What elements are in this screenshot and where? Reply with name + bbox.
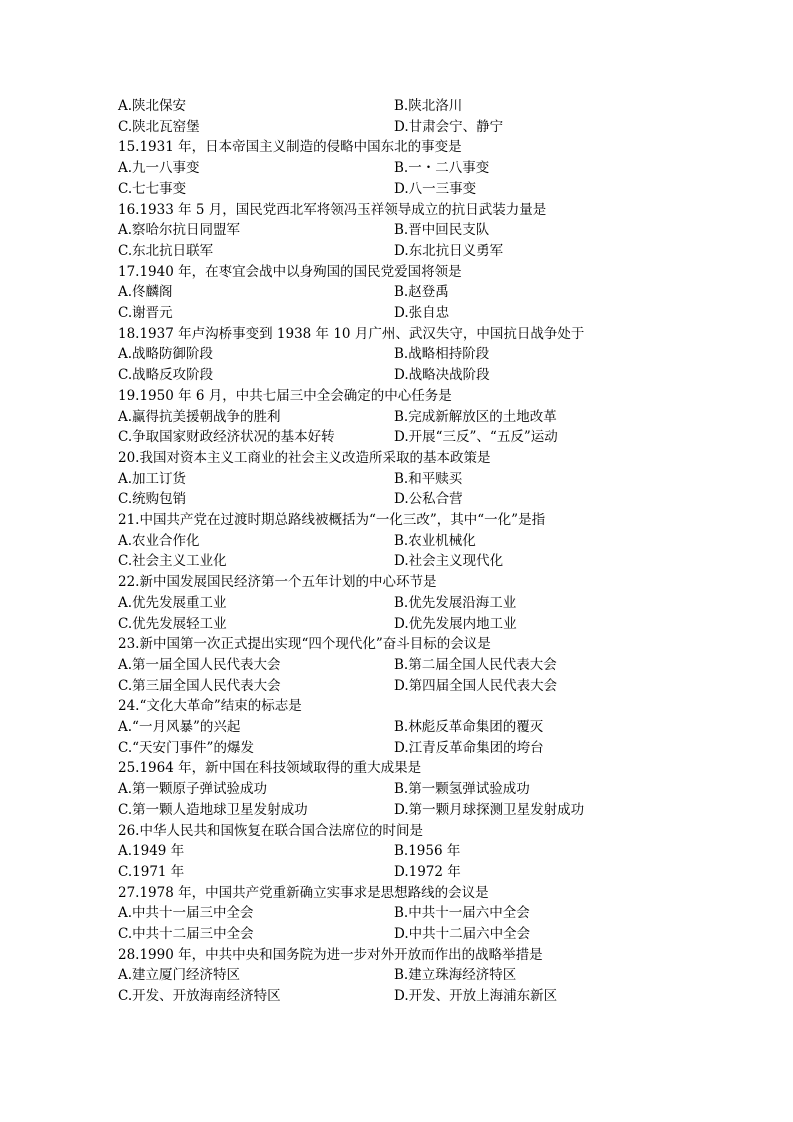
answer-option: A.加工订货 bbox=[118, 471, 187, 487]
question-stem: 26.中华人民共和国恢复在联合国合法席位的时间是 bbox=[118, 823, 423, 839]
answer-option: A.第一届全国人民代表大会 bbox=[118, 657, 281, 673]
answer-option: C.统购包销 bbox=[118, 491, 187, 507]
answer-option: B.第一颗氢弹试验成功 bbox=[394, 781, 530, 797]
question-stem: 28.1990 年，中共中央和国务院为进一步对外开放而作出的战略举措是 bbox=[118, 947, 543, 963]
question-stem: 25.1964 年，新中国在科技领域取得的重大成果是 bbox=[118, 760, 422, 776]
question-stem: 27.1978 年，中国共产党重新确立实事求是思想路线的会议是 bbox=[118, 885, 489, 901]
answer-option: A.察哈尔抗日同盟军 bbox=[118, 222, 241, 238]
answer-option: A.佟麟阁 bbox=[118, 284, 173, 300]
answer-option: D.中共十二届六中全会 bbox=[394, 926, 531, 942]
answer-option: D.东北抗日义勇军 bbox=[394, 243, 504, 259]
answer-option: B.农业机械化 bbox=[394, 533, 476, 549]
answer-option: B.一・二八事变 bbox=[394, 160, 490, 176]
answer-option: C.社会主义工业化 bbox=[118, 553, 227, 569]
answer-option: D.八一三事变 bbox=[394, 181, 477, 197]
question-stem: 22.新中国发展国民经济第一个五年计划的中心环节是 bbox=[118, 574, 437, 590]
answer-option: D.优先发展内地工业 bbox=[394, 616, 517, 632]
answer-option: C.七七事变 bbox=[118, 181, 187, 197]
answer-option: C.争取国家财政经济状况的基本好转 bbox=[118, 429, 335, 445]
answer-option: C.谢晋元 bbox=[118, 305, 173, 321]
answer-option: A.九一八事变 bbox=[118, 160, 200, 176]
answer-option: A.中共十一届三中全会 bbox=[118, 905, 254, 921]
question-stem: 23.新中国第一次正式提出实现“四个现代化”奋斗目标的会议是 bbox=[118, 636, 491, 652]
answer-option: A.优先发展重工业 bbox=[118, 595, 227, 611]
answer-option: C.陕北瓦窑堡 bbox=[118, 119, 200, 135]
answer-option: B.战略相持阶段 bbox=[394, 346, 490, 362]
answer-option: C.中共十二届三中全会 bbox=[118, 926, 254, 942]
answer-option: D.第一颗月球探测卫星发射成功 bbox=[394, 802, 585, 818]
answer-option: D.第四届全国人民代表大会 bbox=[394, 678, 558, 694]
answer-option: B.和平赎买 bbox=[394, 471, 463, 487]
answer-option: D.开发、开放上海浦东新区 bbox=[394, 988, 558, 1004]
answer-option: D.江青反革命集团的垮台 bbox=[394, 740, 544, 756]
answer-option: A.“一月风暴”的兴起 bbox=[118, 719, 241, 735]
answer-option: D.开展“三反”、“五反”运动 bbox=[394, 429, 558, 445]
answer-option: B.第二届全国人民代表大会 bbox=[394, 657, 557, 673]
answer-option: B.赵登禹 bbox=[394, 284, 449, 300]
answer-option: D.张自忠 bbox=[394, 305, 450, 321]
answer-option: A.农业合作化 bbox=[118, 533, 200, 549]
answer-option: B.1956 年 bbox=[394, 843, 461, 859]
answer-option: C.第一颗人造地球卫星发射成功 bbox=[118, 802, 308, 818]
answer-option: A.建立厦门经济特区 bbox=[118, 967, 241, 983]
question-stem: 16.1933 年 5 月，国民党西北军将领冯玉祥领导成立的抗日武装力量是 bbox=[118, 202, 547, 218]
answer-option: D.公私合营 bbox=[394, 491, 463, 507]
answer-option: B.中共十一届六中全会 bbox=[394, 905, 530, 921]
question-stem: 20.我国对资本主义工商业的社会主义改造所采取的基本政策是 bbox=[118, 450, 491, 466]
question-stem: 15.1931 年，日本帝国主义制造的侵略中国东北的事变是 bbox=[118, 139, 462, 155]
answer-option: D.1972 年 bbox=[394, 864, 461, 880]
answer-option: B.林彪反革命集团的覆灭 bbox=[394, 719, 544, 735]
question-stem: 19.1950 年 6 月，中共七届三中全会确定的中心任务是 bbox=[118, 388, 452, 404]
answer-option: B.优先发展沿海工业 bbox=[394, 595, 517, 611]
answer-option: A.赢得抗美援朝战争的胜利 bbox=[118, 409, 281, 425]
answer-option: D.甘肃会宁、静宁 bbox=[394, 119, 504, 135]
answer-option: B.陕北洛川 bbox=[394, 98, 463, 114]
answer-option: C.战略反攻阶段 bbox=[118, 367, 214, 383]
answer-option: C.东北抗日联军 bbox=[118, 243, 214, 259]
answer-option: C.1971 年 bbox=[118, 864, 185, 880]
answer-option: B.建立珠海经济特区 bbox=[394, 967, 517, 983]
question-stem: 21.中国共产党在过渡时期总路线被概括为“一化三改”，其中“一化”是指 bbox=[118, 512, 546, 528]
answer-option: D.战略决战阶段 bbox=[394, 367, 490, 383]
answer-option: A.陕北保安 bbox=[118, 98, 187, 114]
question-stem: 17.1940 年，在枣宜会战中以身殉国的国民党爱国将领是 bbox=[118, 264, 462, 280]
answer-option: B.晋中回民支队 bbox=[394, 222, 490, 238]
answer-option: C.第三届全国人民代表大会 bbox=[118, 678, 281, 694]
answer-option: A.第一颗原子弹试验成功 bbox=[118, 781, 268, 797]
answer-option: C.优先发展轻工业 bbox=[118, 616, 227, 632]
answer-option: A.1949 年 bbox=[118, 843, 185, 859]
question-stem: 24.“文化大革命”结束的标志是 bbox=[118, 698, 302, 714]
answer-option: A.战略防御阶段 bbox=[118, 346, 214, 362]
answer-option: D.社会主义现代化 bbox=[394, 553, 504, 569]
answer-option: C.“天安门事件”的爆发 bbox=[118, 740, 254, 756]
question-stem: 18.1937 年卢沟桥事变到 1938 年 10 月广州、武汉失守，中国抗日战争处于 bbox=[118, 326, 585, 342]
answer-option: C.开发、开放海南经济特区 bbox=[118, 988, 281, 1004]
answer-option: B.完成新解放区的土地改革 bbox=[394, 409, 557, 425]
